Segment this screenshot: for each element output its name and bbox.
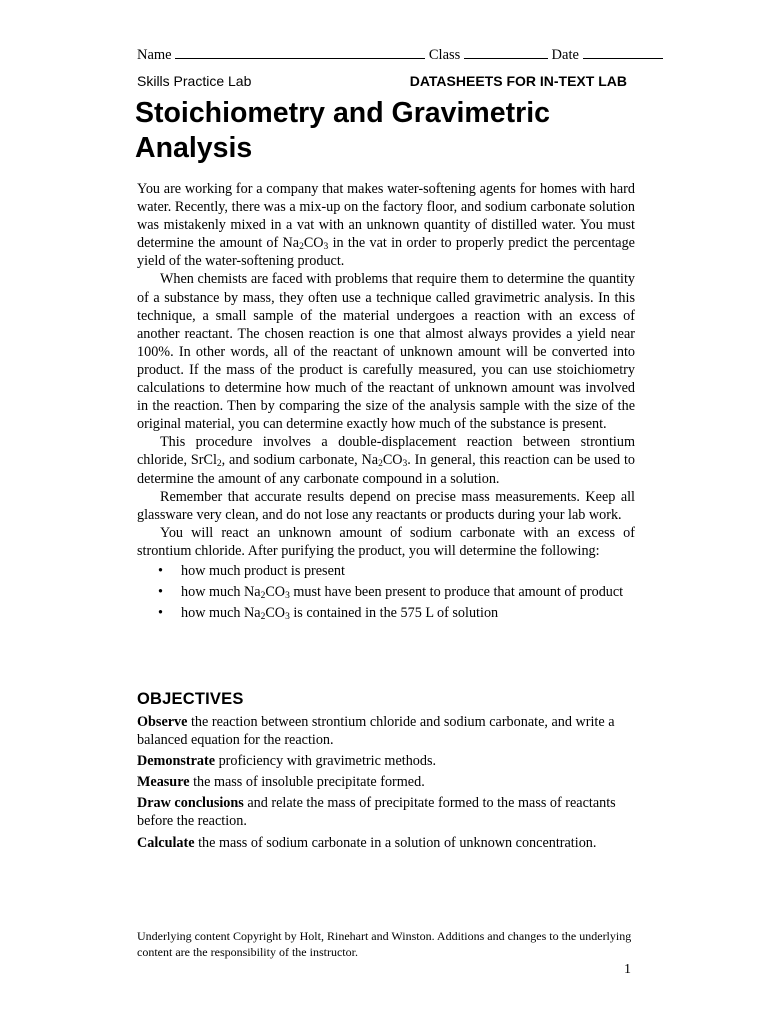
p3-text-c: CO (382, 452, 403, 469)
p3-subscript-2: 2 (378, 459, 383, 470)
bullet-3-text-a: how much Na (181, 605, 261, 622)
objective-item (137, 752, 635, 770)
intro-paragraph-5: You will react an unknown amount of sodium carbonate with an excess of strontium chloride. After purifying the product, you will determine the following: (137, 524, 635, 559)
objective-verb: Demonstrate (137, 753, 216, 770)
name-blank (175, 46, 425, 59)
intro-paragraph-3 (137, 433, 635, 487)
objective-item (137, 794, 635, 830)
list-item (158, 562, 635, 580)
title-line-2: Analysis (135, 132, 253, 164)
bullet-3-text-b: CO (265, 605, 286, 622)
objectives-list (137, 713, 635, 855)
date-blank (583, 46, 663, 59)
list-item (158, 583, 635, 602)
class-blank (464, 46, 548, 59)
name-label: Name (137, 47, 172, 63)
objectives-heading: OBJECTIVES (137, 690, 244, 708)
bullet-2-subscript-2: 3 (285, 591, 290, 602)
objective-verb: Draw conclusions (137, 795, 244, 812)
p3-text-b: , and sodium carbonate, Na (221, 452, 379, 469)
p1-text-a: You are working for a company that makes water-softening agents for homes with hard water. Recently, there was a mix-up on the factory floor, and sodium carbonate solution was mistakenly mixed in a vat with an unknown quantity of distilled water. You must determine the amount of Na (137, 181, 635, 252)
bullet-2-text-c: must have been present to produce that amount of product (289, 584, 624, 601)
bullet-3-subscript-1: 2 (260, 612, 266, 623)
page-number: 1 (624, 962, 631, 977)
determination-list (137, 562, 635, 622)
date-label: Date (551, 47, 579, 63)
bullet-2-text-b: CO (265, 584, 286, 601)
objective-item (137, 834, 635, 852)
p1-subscript-2: 3 (323, 242, 329, 253)
objective-text: proficiency with gravimetric methods. (215, 753, 437, 770)
objective-verb: Measure (137, 774, 190, 791)
objective-verb: Calculate (137, 834, 195, 851)
p3-text-d: . In general, this reaction can be used to determine the amount of any carbonate compound in a solution. (137, 452, 635, 487)
bullet-icon: • (158, 605, 163, 622)
datasheet-label: DATASHEETS FOR IN-TEXT LAB (409, 73, 627, 89)
class-label: Class (428, 47, 461, 63)
introduction (137, 180, 635, 625)
intro-paragraph-1 (137, 180, 635, 270)
objective-text: the mass of insoluble precipitate formed. (189, 774, 425, 791)
p3-text-a: This procedure involves a double-displacement reaction between strontium chloride, SrCl (137, 434, 635, 469)
bullet-2-subscript-1: 2 (260, 591, 266, 602)
list-item (158, 604, 635, 623)
bullet-icon: • (158, 584, 163, 601)
p3-subscript-1: 2 (216, 459, 222, 470)
objective-item (137, 773, 635, 791)
objective-text: and relate the mass of precipitate formed to the mass of reactants before the reaction. (137, 795, 616, 830)
page-title (135, 96, 635, 166)
objective-text: the reaction between strontium chloride and sodium carbonate, and write a balanced equation for the reaction. (137, 714, 615, 749)
p3-subscript-3: 3 (402, 459, 408, 470)
student-info-line (137, 46, 637, 64)
objective-verb: Observe (137, 714, 188, 730)
bullet-1-text: how much product is present (181, 562, 345, 579)
objective-item (137, 713, 635, 749)
copyright-footer: Underlying content Copyright by Holt, Rinehart and Winston. Additions and changes to the underlying content are the responsibility of the instructor. (137, 929, 632, 959)
bullet-2-text-a: how much Na (181, 584, 261, 601)
p1-text-b: CO (303, 235, 324, 252)
bullet-3-text-c: is contained in the 575 L of solution (289, 605, 499, 622)
intro-paragraph-2: When chemists are faced with problems that require them to determine the quantity of a substance by mass, they often use a technique called gravimetric analysis. In this technique, a small sample of the material undergoes a reaction with an excess of another reactant. The chosen reaction is one that almost always provides a yield near 100%. In other words, all of the reactant of unknown amount will be converted into product. If the mass of the product is carefully measured, you can use stoichiometry calculations to determine how much of the reactant of unknown amount was involved in the reaction. Then by comparing the size of the analysis sample with the size of the original material, you can determine exactly how much of the substance is present. (137, 271, 635, 433)
lab-type-label: Skills Practice Lab (137, 73, 252, 89)
title-line-1: Stoichiometry and Gravimetric (135, 97, 550, 129)
p1-text-c: in the vat in order to properly predict the percentage yield of the water-softening product. (137, 235, 635, 270)
bullet-3-subscript-2: 3 (285, 612, 290, 623)
intro-paragraph-4: Remember that accurate results depend on precise mass measurements. Keep all glassware very clean, and do not lose any reactants or products during your lab work. (137, 488, 635, 523)
p1-subscript-1: 2 (299, 242, 304, 253)
bullet-icon: • (158, 562, 163, 579)
objective-text: the mass of sodium carbonate in a solution of unknown concentration. (194, 834, 597, 851)
